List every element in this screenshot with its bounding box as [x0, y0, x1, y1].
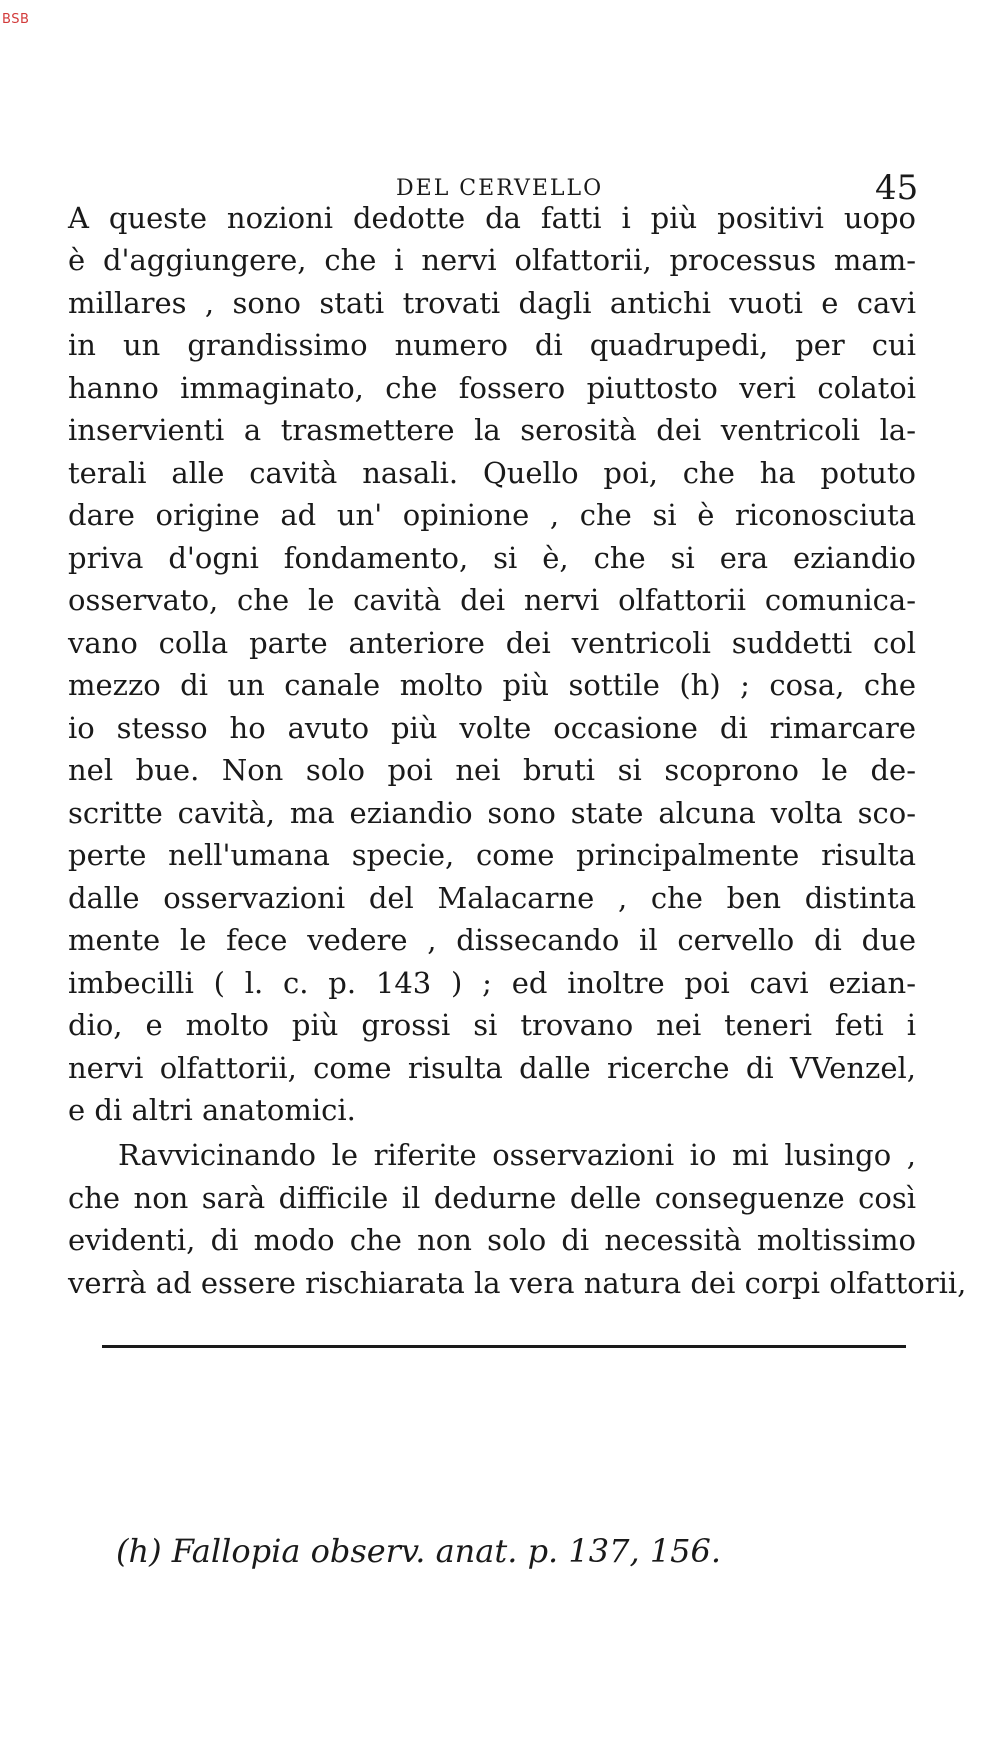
- text-line-5: hanno immaginato, che fossero piuttosto veri colatoi: [68, 371, 916, 405]
- text-line-16: perte nell'umana specie, come principalmente risulta: [68, 838, 916, 872]
- text-line-25: evidenti, di modo che non solo di necessità moltissimo: [68, 1223, 916, 1257]
- text-line-21: nervi olfattorii, come risulta dalle ricerche di VVenzel,: [68, 1051, 916, 1085]
- library-stamp: BSB: [2, 12, 30, 27]
- running-head: DEL CERVELLO: [396, 176, 604, 201]
- text-line-20: dio, e molto più grossi si trovano nei teneri feti i: [68, 1008, 916, 1042]
- text-line-8: dare origine ad un' opinione , che si è riconosciuta: [68, 498, 916, 532]
- text-line-22: e di altri anatomici.: [68, 1093, 356, 1127]
- text-line-3: millares , sono stati trovati dagli antichi vuoti e cavi: [68, 286, 916, 320]
- text-line-15: scritte cavità, ma eziandio sono state alcuna volta sco-: [68, 796, 916, 830]
- text-line-26: verrà ad essere rischiarata la vera natura dei corpi olfattorii,: [68, 1266, 967, 1300]
- text-line-1: A queste nozioni dedotte da fatti i più positivi uopo: [68, 201, 916, 235]
- page-number: 45: [875, 168, 919, 208]
- text-line-7: terali alle cavità nasali. Quello poi, che ha potuto: [68, 456, 916, 490]
- text-line-13: io stesso ho avuto più volte occasione di rimarcare: [68, 711, 916, 745]
- text-line-19: imbecilli ( l. c. p. 143 ) ; ed inoltre poi cavi ezian-: [68, 966, 916, 1000]
- text-line-23: Ravvicinando le riferite osservazioni io mi lusingo ,: [118, 1138, 916, 1172]
- text-line-18: mente le fece vedere , dissecando il cervello di due: [68, 923, 916, 957]
- text-line-10: osservato, che le cavità dei nervi olfattorii comunica-: [68, 583, 916, 617]
- text-line-14: nel bue. Non solo poi nei bruti si scoprono le de-: [68, 753, 916, 787]
- text-line-12: mezzo di un canale molto più sottile (h) ; cosa, che: [68, 668, 916, 702]
- text-line-2: è d'aggiungere, che i nervi olfattorii, processus mam-: [68, 243, 916, 277]
- text-line-17: dalle osservazioni del Malacarne , che ben distinta: [68, 881, 916, 915]
- footnote: (h) Fallopia observ. anat. p. 137, 156.: [116, 1532, 722, 1570]
- text-line-4: in un grandissimo numero di quadrupedi, per cui: [68, 328, 916, 362]
- footnote-rule: [102, 1345, 906, 1348]
- text-line-11: vano colla parte anteriore dei ventricoli suddetti col: [68, 626, 916, 660]
- text-line-9: priva d'ogni fondamento, si è, che si era eziandio: [68, 541, 916, 575]
- text-line-24: che non sarà difficile il dedurne delle conseguenze così: [68, 1181, 916, 1215]
- text-line-6: inservienti a trasmettere la serosità dei ventricoli la-: [68, 413, 916, 447]
